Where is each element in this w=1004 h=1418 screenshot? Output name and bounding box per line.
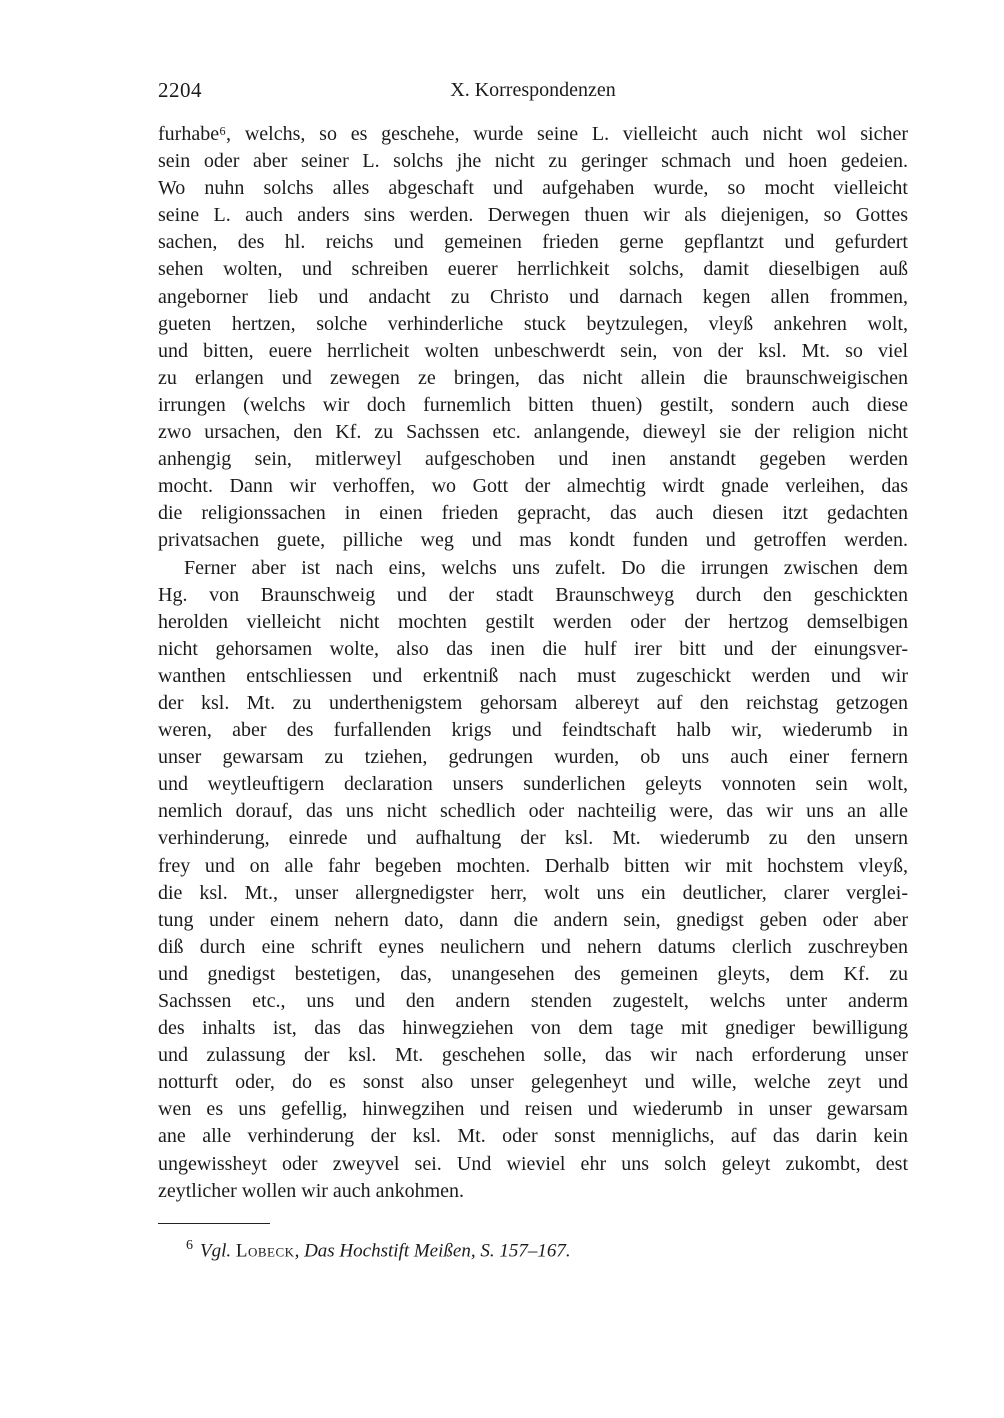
footnote-separator [158,1223,270,1224]
text-line: zu erlangen und zewegen ze bringen, das nicht allein die braunschweigischen [158,366,908,389]
footnote [158,1233,908,1263]
text-line: nicht gehorsamen wolte, also das inen die hulf irer bitt und der einungsver- [158,637,908,660]
text-line: Sachssen etc., uns und den andern stenden zugestelt, welchs unter anderm [158,990,908,1012]
text-line: privatsachen guete, pilliche weg und mas kondt funden und getroffen werden. [158,529,908,552]
text-line: tung under einem nehern dato, dann die andern sein, gnedigst geben oder aber [158,908,908,931]
text-line: wanthen entschliessen und erkentniß nach must zugeschickt werden und wir [158,664,908,687]
text-line: seine L. auch anders sins werden. Derwegen thuen wir als diejenigen, so Gottes [158,204,908,227]
text-line: wen es uns gefellig, hinwegzihen und reisen und wiederumb in unser gewarsam [158,1098,908,1121]
page-number: 2204 [158,78,202,102]
text-line: notturft oder, do es sonst also unser gelegenheyt und wille, welche zeyt und [158,1071,908,1094]
text-line: herolden vielleicht nicht mochten gestilt werden oder der hertzog demselbigen [158,610,908,633]
text-line: verhinderung, einrede und aufhaltung der ksl. Mt. wiederumb zu den unsern [158,827,908,850]
text-line: Wo nuhn solchs alles abgeschaft und aufgehaben wurde, so mocht vielleicht [158,177,908,200]
text-line: angeborner lieb und andacht zu Christo und darnach kegen allen frommen, [158,285,908,308]
text-line: sehen wolten, und schreiben euerer herrlichkeit solchs, damit dieselbigen auß [158,258,908,281]
text-line: nemlich dorauf, das uns nicht schedlich oder nachteilig were, das wir uns an alle [158,800,908,823]
text-line: Ferner aber ist nach eins, welchs uns zufelt. Do die irrungen zwischen dem [184,556,908,579]
text-line: unser gewarsam zu tziehen, gedrungen wurden, ob uns auch einer fernern [158,746,908,769]
text-line: gueten hertzen, solche verhinderliche stuck beytzulegen, vleyß ankehren wolt, [158,312,908,335]
text-line: mocht. Dann wir verhoffen, wo Gott der almechtig wirdt gnade verleihen, das [158,475,908,498]
text-line: furhabe⁶, welchs, so es geschehe, wurde seine L. vielleicht auch nicht wol sicher [158,123,908,145]
footnote-vgl: Vgl. [200,1240,232,1262]
text-line: weren, aber des furfallenden krigs und feindtschaft halb wir, wiederumb in [158,719,908,742]
text-line: irrungen (welchs wir doch furnemlich bitten thuen) gestilt, sondern auch diese [158,393,908,416]
text-line: und bitten, euere herrlicheit wolten unbeschwerdt sein, von der ksl. Mt. so viel [158,339,908,362]
text-line: des inhalts ist, das das hinwegziehen von dem tage mit gnediger bewilligung [158,1017,908,1040]
body-lines [158,121,908,1205]
text-line: sein oder aber seiner L. solchs jhe nicht zu geringer schmach und hoen gedeien. [158,150,908,173]
text-line: frey und on alle fahr begeben mochten. Derhalb bitten wir mit hochstem vleyß, [158,854,908,877]
footnote-author: Lobeck [235,1240,295,1262]
text-line: sachen, des hl. reichs und gemeinen frieden gerne gepflantzt und gefurdert [158,231,908,254]
text-line: und gnedigst bestetigen, das, unangesehen des gemeinen gleyts, dem Kf. zu [158,962,908,985]
text-line: der ksl. Mt. zu underthenigstem gehorsam albereyt auf den reichstag getzogen [158,691,908,714]
text-line: ungewissheyt oder zweyvel sei. Und wieviel ehr uns solch geleyt zukombt, dest [158,1152,908,1175]
text-line: ane alle verhinderung der ksl. Mt. oder sonst menniglichs, auf das darin kein [158,1125,908,1148]
text-line: und zulassung der ksl. Mt. geschehen solle, das wir nach erforderung unser [158,1044,908,1067]
text-line: diß durch eine schrift eynes neulichern und nehern datums clerlich zuschreyben [158,935,908,958]
running-header: X. Korrespondenzen [450,79,616,101]
text-line: zeytlicher wollen wir auch ankohmen. [158,1179,464,1202]
footnote-reference: , Das Hochstift Meißen, S. 157–167. [294,1240,571,1262]
text-line: die ksl. Mt., unser allergnedigster herr, wolt uns ein deutlicher, clarer verglei- [158,881,908,904]
text-line: und weytleuftigern declaration unsers sunderlichen geleyts vonnoten sein wolt, [158,773,908,796]
text-line: Hg. von Braunschweig und der stadt Braunschweyg durch den geschickten [158,583,908,606]
text-line: die religionssachen in einen frieden gepracht, das auch diesen itzt gedachten [158,502,908,525]
footnote-marker: 6 [186,1238,193,1253]
text-line: zwo ursachen, den Kf. zu Sachssen etc. anlangende, dieweyl sie der religion nicht [158,421,908,444]
text-line: anhengig sein, mitlerweyl aufgeschoben und inen anstandt gegeben werden [158,448,908,471]
